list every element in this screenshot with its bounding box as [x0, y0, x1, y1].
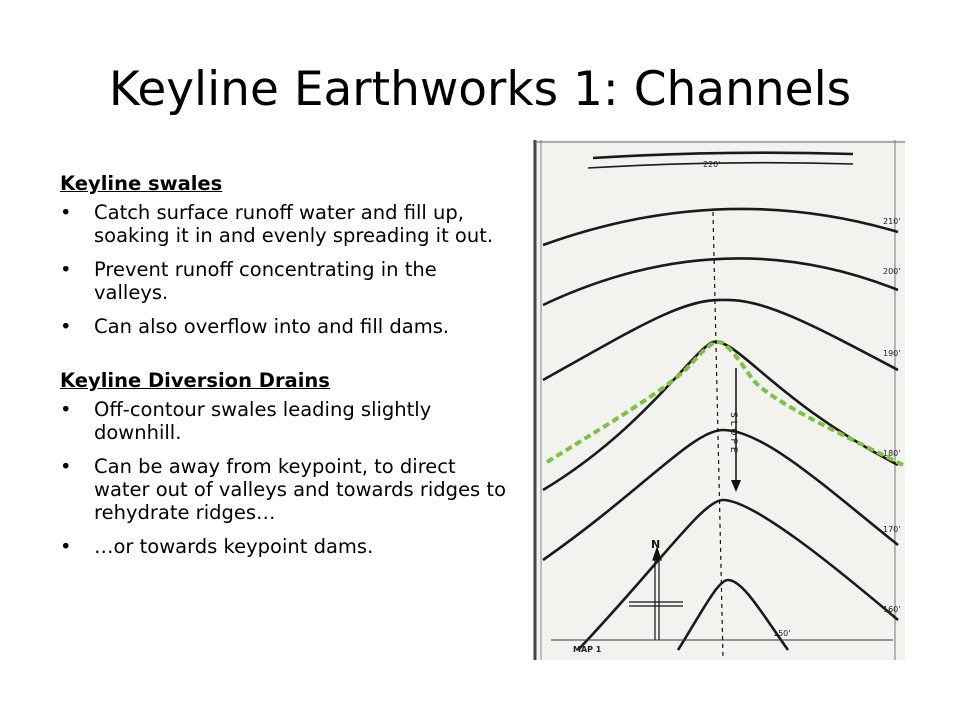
bullet-item — [60, 535, 510, 558]
slide-title: Keyline Earthworks 1: Channels — [108, 62, 852, 117]
keyline-contour-map — [533, 140, 905, 660]
contour-label: 160' — [883, 605, 901, 614]
bullet-text: Catch surface runoff water and fill up, soaking it in and evenly spreading it out. — [94, 201, 494, 247]
north-label: N — [651, 538, 661, 551]
bullet-text: Prevent runoff concentrating in the valleys. — [94, 258, 437, 304]
contour-label: 150' — [773, 629, 791, 638]
bullet-dot: • — [60, 201, 72, 224]
contour-label: 200' — [883, 267, 901, 276]
slope-label: SLOPE — [728, 412, 738, 456]
bullet-item — [60, 258, 510, 304]
bullet-text: Can be away from keypoint, to direct water out of valleys and towards ridges to rehydrate ridges… — [94, 455, 506, 524]
slide-body — [60, 172, 510, 569]
bullet-item — [60, 398, 510, 444]
bullet-item — [60, 455, 510, 524]
bullet-dot: • — [60, 315, 72, 338]
contour-label: 220' — [703, 160, 721, 169]
contour-label: 190' — [883, 349, 901, 358]
contour-label: 180' — [883, 449, 901, 458]
bullet-text: Off-contour swales leading slightly downhill. — [94, 398, 432, 444]
map-caption: MAP 1 — [573, 645, 602, 654]
section-heading-diversion-drains: Keyline Diversion Drains — [60, 369, 330, 392]
bullet-item — [60, 315, 510, 338]
bullet-dot: • — [60, 398, 72, 421]
bullet-dot: • — [60, 455, 72, 478]
bullet-dot: • — [60, 535, 72, 558]
map-paper — [533, 140, 905, 660]
section-heading-keyline-swales: Keyline swales — [60, 172, 223, 195]
bullet-item — [60, 201, 510, 247]
contour-label: 210' — [883, 217, 901, 226]
contour-label: 170' — [883, 525, 901, 534]
bullet-text: Can also overflow into and fill dams. — [94, 315, 450, 338]
bullet-text: …or towards keypoint dams. — [94, 535, 374, 558]
bullet-dot: • — [60, 258, 72, 281]
